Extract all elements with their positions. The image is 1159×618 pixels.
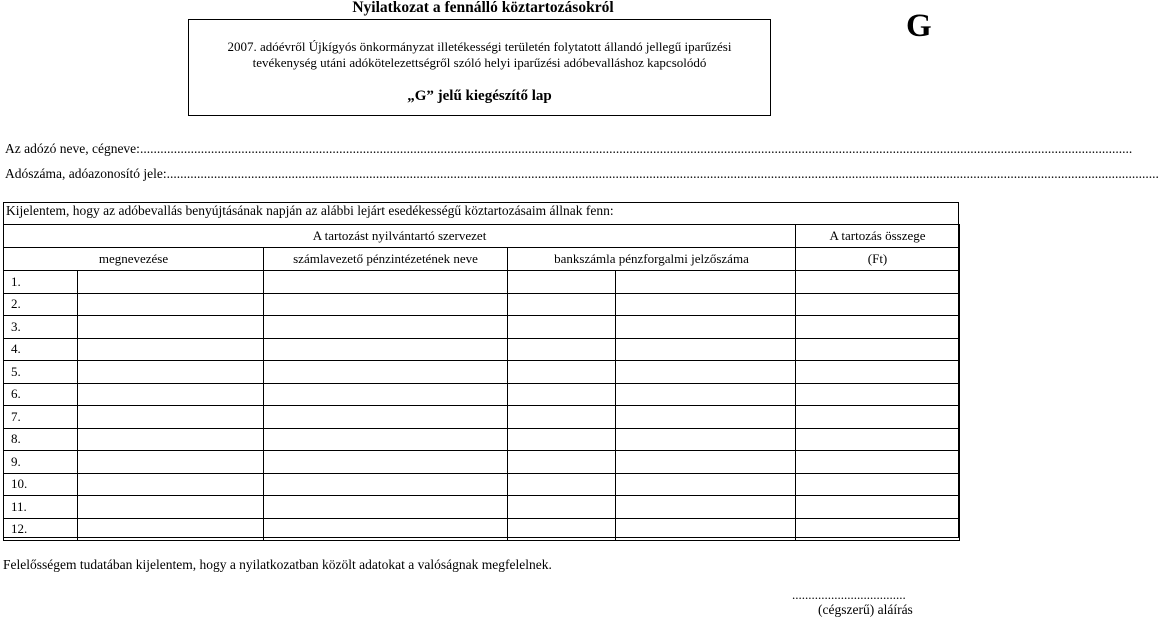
- row-number: 12.: [4, 518, 78, 541]
- tax-id-dots: ......................................................................................................................................................................................................................................................................................................: [166, 166, 1159, 181]
- name-cell[interactable]: [78, 451, 264, 474]
- tax-id-field[interactable]: [5, 166, 1159, 182]
- col-account-header: bankszámla pénzforgalmi jelzőszáma: [508, 248, 796, 271]
- account-cell-1[interactable]: [508, 316, 616, 339]
- table-row: [4, 518, 960, 541]
- bank-cell[interactable]: [264, 496, 508, 519]
- account-cell-1[interactable]: [508, 451, 616, 474]
- table-row: [4, 361, 960, 384]
- taxpayer-name-field[interactable]: [5, 141, 1133, 157]
- account-cell-1[interactable]: [508, 406, 616, 429]
- bank-cell[interactable]: [264, 338, 508, 361]
- account-cell-1[interactable]: [508, 361, 616, 384]
- account-cell-1[interactable]: [508, 496, 616, 519]
- table-row: [4, 451, 960, 474]
- account-cell-2[interactable]: [616, 428, 796, 451]
- name-cell[interactable]: [78, 383, 264, 406]
- name-cell[interactable]: [78, 428, 264, 451]
- debts-table: [3, 224, 960, 541]
- account-cell-1[interactable]: [508, 428, 616, 451]
- row-number: 8.: [4, 428, 78, 451]
- header-line-1: 2007. adóévről Újkígyós önkormányzat illetékességi területén folytatott állandó jellegű iparűzési: [227, 39, 732, 54]
- table-row: [4, 496, 960, 519]
- account-cell-2[interactable]: [616, 338, 796, 361]
- table-row: [4, 473, 960, 496]
- table-row: [4, 293, 960, 316]
- account-cell-2[interactable]: [616, 518, 796, 541]
- table-row: [4, 338, 960, 361]
- amount-cell[interactable]: [796, 518, 960, 541]
- account-cell-1[interactable]: [508, 518, 616, 541]
- name-cell[interactable]: [78, 518, 264, 541]
- row-number: 5.: [4, 361, 78, 384]
- account-cell-2[interactable]: [616, 316, 796, 339]
- table-row: [4, 406, 960, 429]
- row-number: 7.: [4, 406, 78, 429]
- name-cell[interactable]: [78, 316, 264, 339]
- amount-cell[interactable]: [796, 338, 960, 361]
- name-cell[interactable]: [78, 496, 264, 519]
- signature-line[interactable]: ...................................: [792, 587, 906, 602]
- table-row: [4, 383, 960, 406]
- bank-cell[interactable]: [264, 451, 508, 474]
- row-number: 6.: [4, 383, 78, 406]
- form-header-box: [188, 19, 771, 116]
- account-cell-2[interactable]: [616, 383, 796, 406]
- debts-intro: Kijelentem, hogy az adóbevallás benyújtásának napján az alábbi lejárt esedékességű köztartozásaim állnak fenn:: [6, 203, 614, 218]
- name-cell[interactable]: [78, 473, 264, 496]
- row-number: 10.: [4, 473, 78, 496]
- bank-cell[interactable]: [264, 406, 508, 429]
- table-row: [4, 428, 960, 451]
- account-cell-2[interactable]: [616, 473, 796, 496]
- signature-label: (cégszerű) aláírás: [818, 602, 913, 617]
- table-row: [4, 271, 960, 294]
- name-cell[interactable]: [78, 293, 264, 316]
- name-cell[interactable]: [78, 361, 264, 384]
- amount-cell[interactable]: [796, 271, 960, 294]
- row-number: 4.: [4, 338, 78, 361]
- amount-cell[interactable]: [796, 428, 960, 451]
- name-cell[interactable]: [78, 406, 264, 429]
- row-number: 11.: [4, 496, 78, 519]
- amount-cell[interactable]: [796, 406, 960, 429]
- account-cell-2[interactable]: [616, 406, 796, 429]
- name-cell[interactable]: [78, 271, 264, 294]
- col-unit-header: (Ft): [796, 248, 960, 271]
- account-cell-1[interactable]: [508, 473, 616, 496]
- amount-cell[interactable]: [796, 293, 960, 316]
- bank-cell[interactable]: [264, 271, 508, 294]
- account-cell-2[interactable]: [616, 271, 796, 294]
- row-number: 9.: [4, 451, 78, 474]
- bank-cell[interactable]: [264, 383, 508, 406]
- table-row: [4, 316, 960, 339]
- amount-cell[interactable]: [796, 316, 960, 339]
- amount-cell[interactable]: [796, 451, 960, 474]
- bank-cell[interactable]: [264, 428, 508, 451]
- form-letter: G: [906, 8, 932, 44]
- account-cell-2[interactable]: [616, 361, 796, 384]
- row-number: 3.: [4, 316, 78, 339]
- org-group-header: A tartozást nyilvántartó szervezet: [4, 225, 796, 248]
- amount-header: A tartozás összege: [796, 225, 960, 248]
- tax-id-label: Adószáma, adóazonosító jele:: [5, 166, 167, 181]
- bank-cell[interactable]: [264, 293, 508, 316]
- row-number: 1.: [4, 271, 78, 294]
- account-cell-1[interactable]: [508, 338, 616, 361]
- account-cell-1[interactable]: [508, 271, 616, 294]
- taxpayer-name-label: Az adózó neve, cégneve:: [5, 141, 140, 156]
- responsibility-statement: Felelősségem tudatában kijelentem, hogy a nyilatkozatban közölt adatokat a valóságnak megfelelnek.: [3, 557, 552, 572]
- account-cell-2[interactable]: [616, 293, 796, 316]
- col-bank-header: számlavezető pénzintézetének neve: [264, 248, 508, 271]
- amount-cell[interactable]: [796, 496, 960, 519]
- amount-cell[interactable]: [796, 473, 960, 496]
- form-subtitle: „G” jelű kiegészítő lap: [407, 88, 552, 104]
- bank-cell[interactable]: [264, 473, 508, 496]
- name-cell[interactable]: [78, 338, 264, 361]
- row-number: 2.: [4, 293, 78, 316]
- account-cell-1[interactable]: [508, 293, 616, 316]
- amount-cell[interactable]: [796, 361, 960, 384]
- bank-cell[interactable]: [264, 518, 508, 541]
- bank-cell[interactable]: [264, 361, 508, 384]
- form-header-text: [189, 39, 770, 71]
- account-cell-2[interactable]: [616, 451, 796, 474]
- form-title: Nyilatkozat a fennálló köztartozásokról: [352, 0, 614, 16]
- account-cell-2[interactable]: [616, 496, 796, 519]
- bank-cell[interactable]: [264, 316, 508, 339]
- col-name-header: megnevezése: [4, 248, 264, 271]
- account-cell-1[interactable]: [508, 383, 616, 406]
- header-line-2: tevékenység utáni adókötelezettségről szóló helyi iparűzési adóbevalláshoz kapcsolódó: [252, 55, 707, 70]
- taxpayer-name-dots: ......................................................................................................................................................................................................................................................................................................: [139, 141, 1133, 156]
- amount-cell[interactable]: [796, 383, 960, 406]
